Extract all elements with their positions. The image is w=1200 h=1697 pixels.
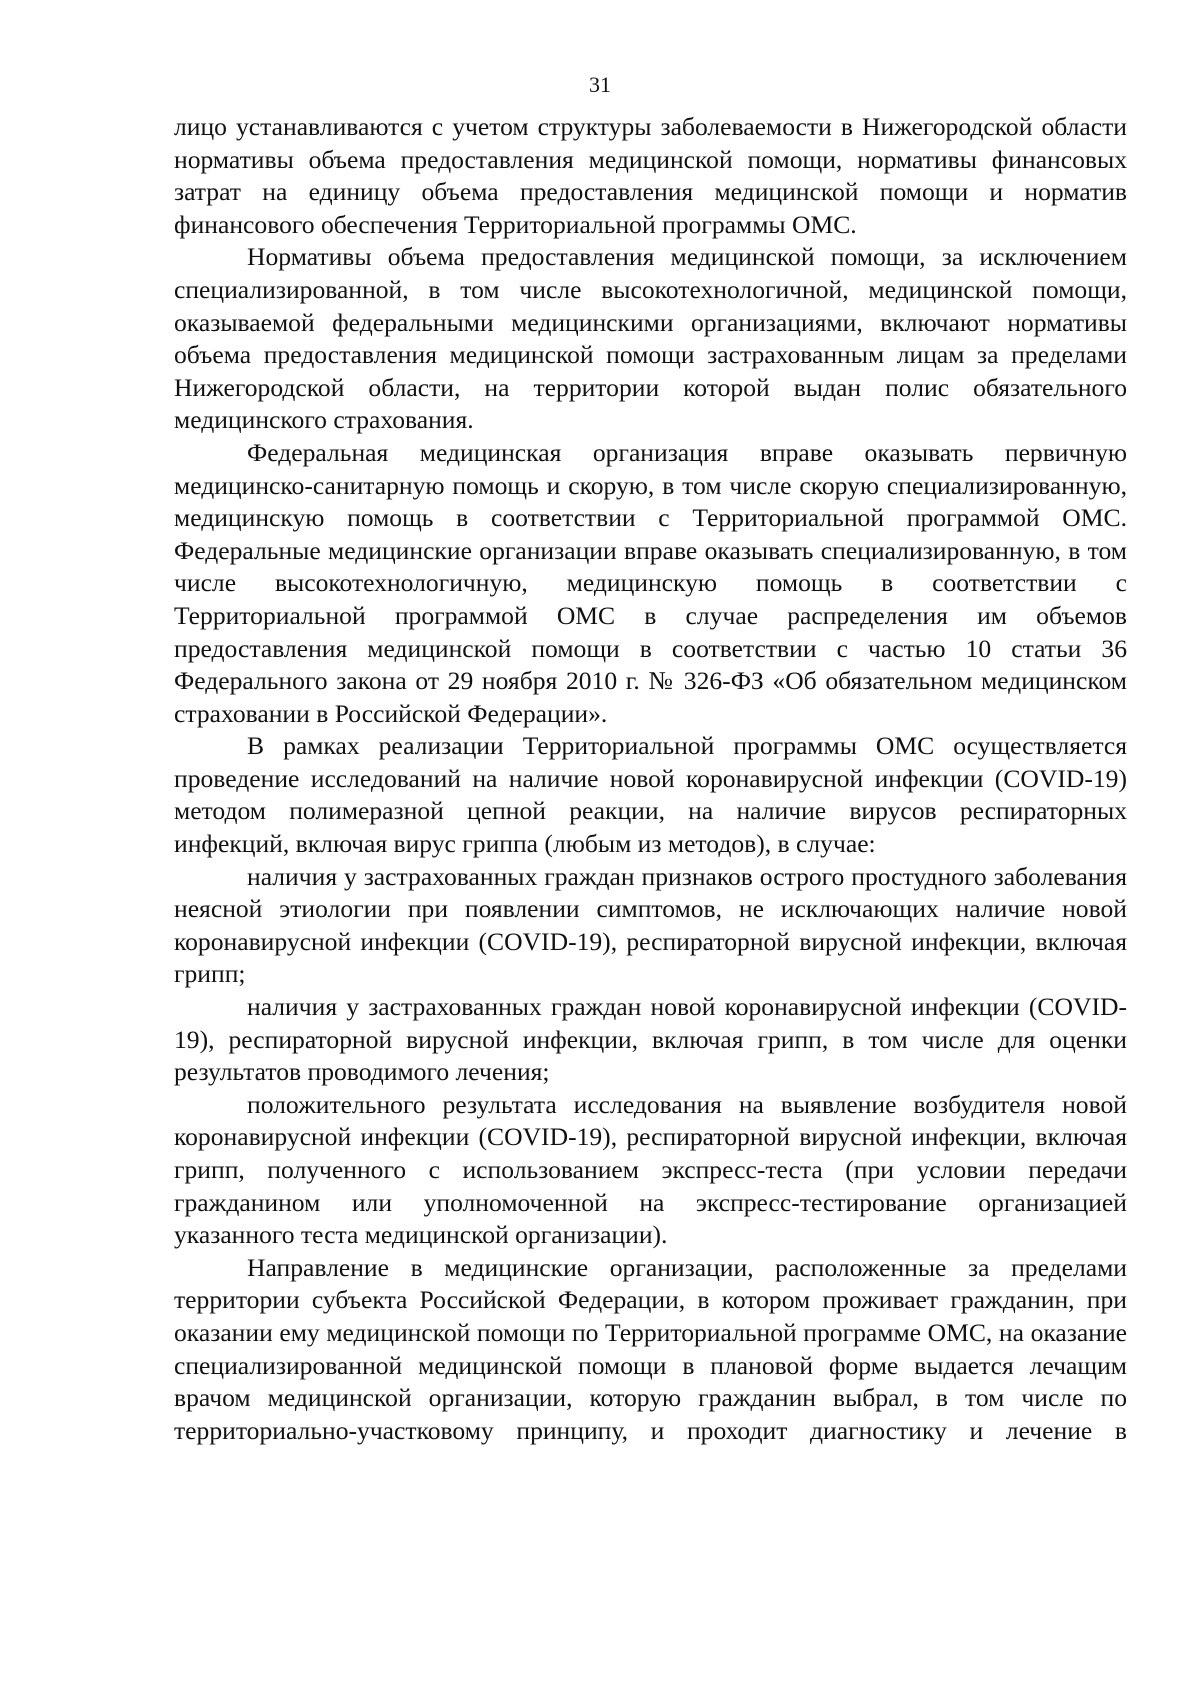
document-body: [174, 111, 1127, 1447]
paragraph-covid-testing: В рамках реализации Территориальной программы ОМС осуществляется проведение исследований на наличие новой коронавирусной инфекции (COVID-19) методом полимеразной цепной реакции, на наличие вирусов респираторных инфекций, включая вирус гриппа (любым из методов), в случае:: [174, 731, 1127, 859]
page-number: 31: [589, 72, 611, 97]
paragraph-volume-normatives: Нормативы объема предоставления медицинской помощи, за исключением специализированной, в том числе высокотехнологичной, медицинской помощи, оказываемой федеральными медицинскими организациями, включают нормативы объема предоставления медицинской помощи застрахованным лицам за пределами Нижегородской области, на территории которой выдан полис обязательного медицинского страхования.: [174, 242, 1127, 435]
paragraph-covid-case-express-test: положительного результата исследования на выявление возбудителя новой коронавирусной инфекции (COVID-19), респираторной вирусной инфекции, включая грипп, полученного с использованием экспресс-теста (при условии передачи гражданином или уполномоченной на экспресс-тестирование организацией указанного теста медицинской организации).: [174, 1089, 1127, 1250]
paragraph-covid-case-symptoms: наличия у застрахованных граждан признаков острого простудного заболевания неясной этиологии при появлении симптомов, не исключающих наличие новой коронавирусной инфекции (COVID-19), респираторной вирусной инфекции, включая грипп;: [174, 861, 1127, 989]
paragraph-federal-organization: Федеральная медицинская организация вправе оказывать первичную медицинско-санитарную помощь и скорую, в том числе скорую специализированную, медицинскую помощь в соответствии с Территориальной программой ОМС. Федеральные медицинские организации вправе оказывать специализированную, в том числе высокотехнологичную, медицинскую помощь в соответствии с Территориальной программой ОМС в случае распределения им объемов предоставления медицинской помощи в соответствии с частью 10 статьи 36 Федерального закона от 29 ноября 2010 г. № 326-ФЗ «Об обязательном медицинском страховании в Российской Федерации».: [174, 437, 1127, 728]
paragraph-referral-outside-region: Направление в медицинские организации, расположенные за пределами территории субъекта Российской Федерации, в котором проживает гражданин, при оказании ему медицинской помощи по Территориальной программе ОМС, на оказание специализированной медицинской помощи в плановой форме выдается лечащим врачом медицинской организации, которую гражданин выбрал, в том числе по территориально-участковому принципу, и проходит диагностику и лечение в: [174, 1252, 1127, 1445]
paragraph-oms-normatives-intro: лицо устанавливаются с учетом структуры заболеваемости в Нижегородской области нормативы объема предоставления медицинской помощи, нормативы финансовых затрат на единицу объема предоставления медицинской помощи и норматив финансового обеспечения Территориальной программы ОМС.: [174, 112, 1127, 239]
paragraph-covid-case-treatment: наличия у застрахованных граждан новой коронавирусной инфекции (COVID-19), респираторной вирусной инфекции, включая грипп, в том числе для оценки результатов проводимого лечения;: [174, 992, 1127, 1087]
